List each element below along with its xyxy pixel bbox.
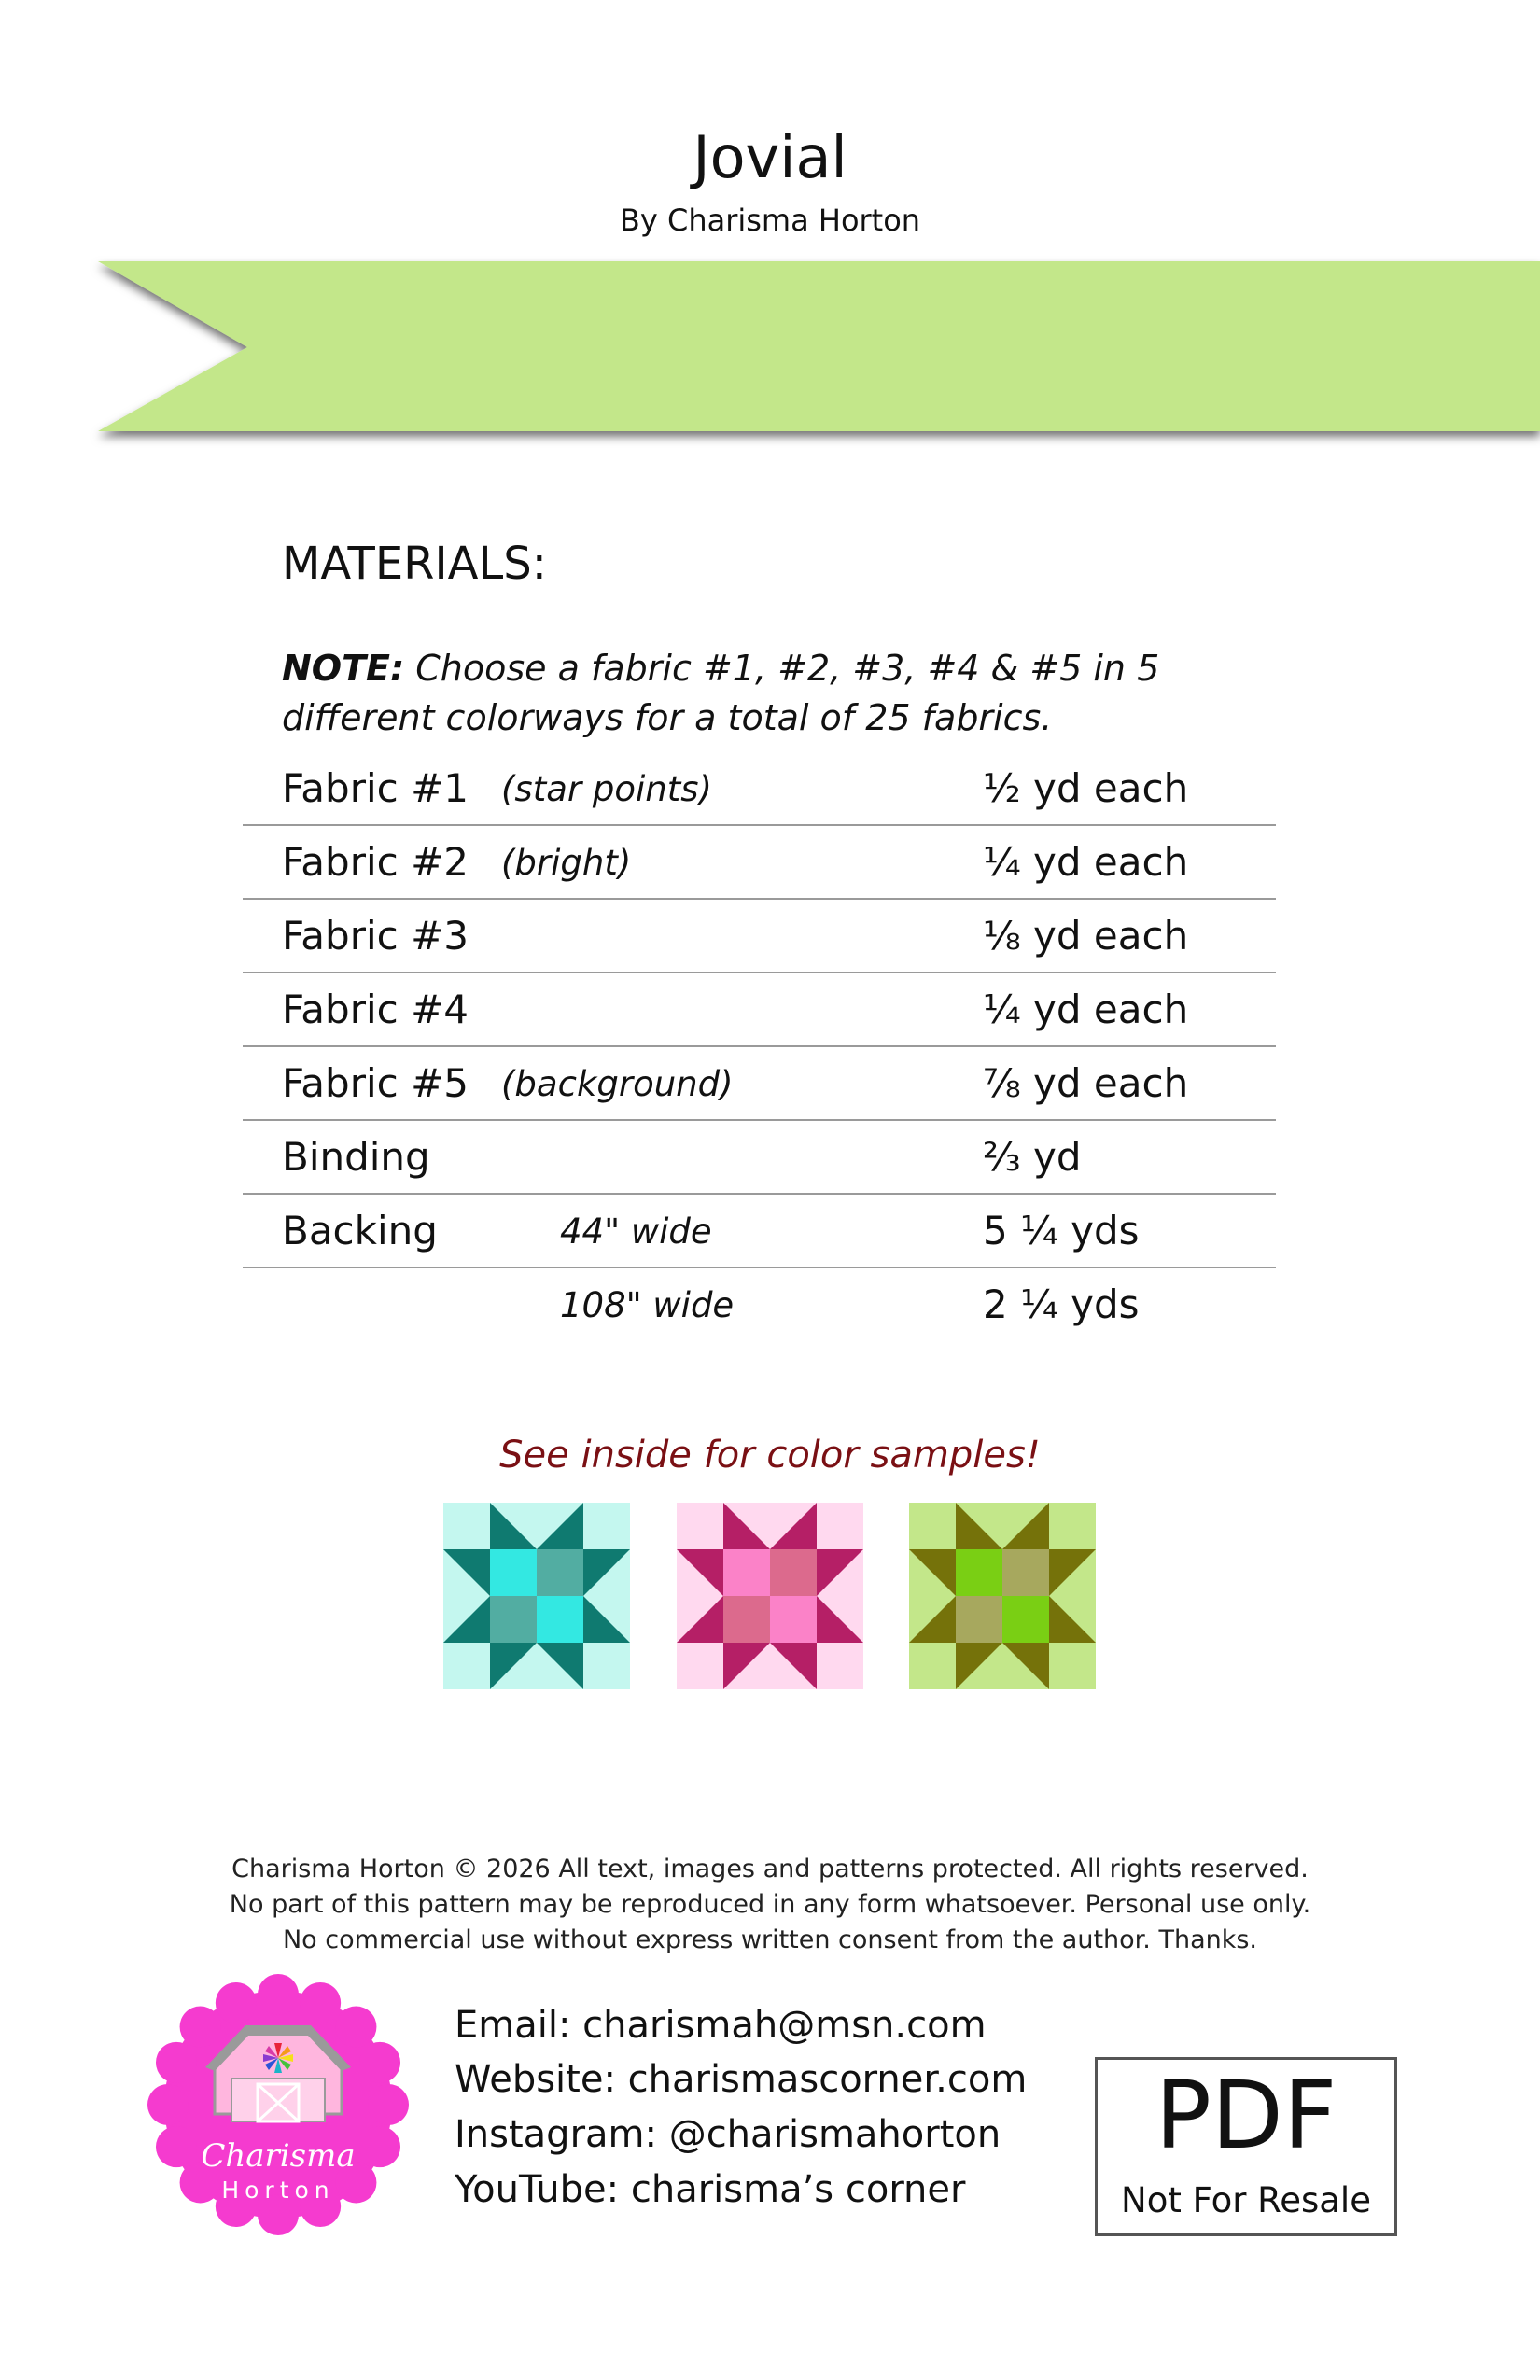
contact-instagram: Instagram: @charismahorton	[455, 2113, 1001, 2156]
note-label: NOTE:	[282, 648, 405, 689]
contact-email: Email: charismah@msn.com	[455, 2004, 987, 2047]
contact-website: Website: charismascorner.com	[455, 2058, 1028, 2101]
material-name: Fabric #4	[282, 987, 469, 1032]
color-samples-caption: See inside for color samples!	[499, 1434, 1041, 1477]
materials-row	[0, 973, 1540, 1047]
copyright-line: Charisma Horton © 2026 All text, images and patterns protected. All rights reserved.	[231, 1855, 1309, 1883]
materials-heading: MATERIALS:	[282, 538, 547, 590]
material-name: Fabric #3	[282, 913, 469, 959]
material-amount: 5 ¼ yds	[983, 1208, 1140, 1253]
material-width: 44" wide	[560, 1211, 712, 1252]
materials-row	[0, 1047, 1540, 1121]
star-block-sample	[677, 1503, 863, 1689]
material-name: Fabric #2	[282, 839, 469, 885]
material-width: 108" wide	[560, 1285, 735, 1325]
pdf-not-for-resale-badge	[1095, 2057, 1397, 2236]
star-block-sample	[443, 1503, 630, 1689]
copyright-line: No commercial use without express written consent from the author. Thanks.	[282, 1925, 1258, 1954]
copyright-notice	[0, 1852, 1540, 1958]
material-amount: ¼ yd each	[983, 987, 1189, 1032]
materials-row	[0, 1195, 1540, 1268]
material-name: Fabric #5	[282, 1060, 469, 1106]
materials-note	[282, 644, 1309, 743]
contact-youtube: YouTube: charisma’s corner	[455, 2168, 966, 2211]
star-block-sample	[909, 1503, 1096, 1689]
materials-row	[0, 1268, 1540, 1342]
page-title: Jovial	[693, 123, 847, 191]
pdf-badge-subtext: Not For Resale	[1121, 2180, 1371, 2220]
material-amount: ½ yd each	[983, 765, 1189, 811]
material-amount: ⅛ yd each	[983, 913, 1189, 959]
materials-row	[0, 826, 1540, 900]
logo-line2: Horton	[221, 2177, 335, 2204]
header-ribbon-banner	[89, 254, 1540, 450]
materials-row	[0, 1121, 1540, 1195]
material-amount: ¼ yd each	[983, 839, 1189, 885]
note-text: Choose a fabric #1, #2, #3, #4 & #5 in 5 different colorways for a total of 25 fabrics.	[282, 648, 1160, 738]
logo-line1: Charisma	[201, 2137, 356, 2175]
materials-row	[0, 900, 1540, 973]
author-byline: By Charisma Horton	[619, 203, 921, 238]
material-amount: ⅔ yd	[983, 1134, 1082, 1180]
materials-row	[0, 752, 1540, 826]
material-amount: ⅞ yd each	[983, 1060, 1189, 1106]
material-note: (star points)	[501, 769, 712, 809]
material-note: (background)	[501, 1064, 734, 1104]
pinwheel-star-icon	[263, 2043, 293, 2073]
material-name: Fabric #1	[282, 765, 469, 811]
copyright-line: No part of this pattern may be reproduced in any form whatsoever. Personal use only.	[229, 1890, 1311, 1919]
material-amount: 2 ¼ yds	[983, 1281, 1140, 1327]
material-name: Binding	[282, 1134, 430, 1180]
material-note: (bright)	[501, 843, 632, 883]
material-name: Backing	[282, 1208, 438, 1253]
pdf-badge-label: PDF	[1155, 2061, 1337, 2170]
charisma-horton-logo	[147, 1974, 409, 2235]
